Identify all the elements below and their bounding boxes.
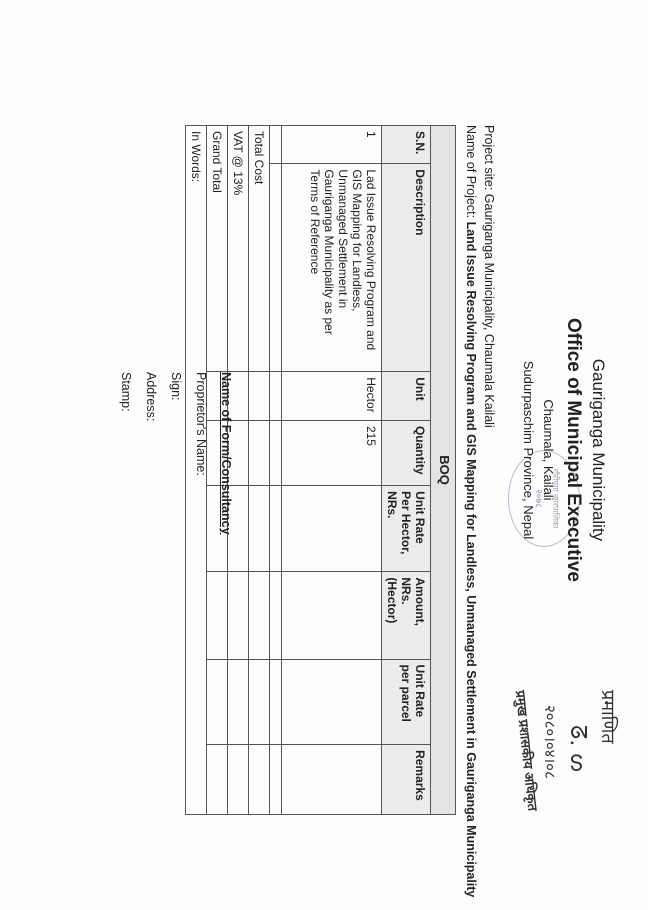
- project-site: [482, 125, 496, 428]
- project-name-value: Land Issue Resolving Program and GIS Mapping for Landless, Unmanaged Settlement in Gauriganga Municipality: [464, 221, 478, 898]
- cell-amount: [282, 572, 382, 659]
- total-cost-row: [249, 126, 270, 815]
- col-unit-rate: Unit Rate Per Hector, NRs.: [382, 486, 431, 572]
- firm-name-label: Name of Form/Consultancy: [219, 372, 233, 535]
- col-remarks: Remarks: [382, 745, 431, 815]
- cell-sn: 1: [282, 126, 382, 164]
- office-name: Office of Municipal Executive: [563, 318, 584, 582]
- col-quantity: Quantity: [382, 420, 431, 485]
- table-row: [282, 126, 382, 815]
- proprietor-label: Proprietor's Name:: [194, 372, 208, 476]
- project-site-value: Gauriganga Municipality, Chaumala Kailali: [482, 193, 496, 428]
- cell-unit-rate-parcel: [282, 659, 382, 745]
- col-unit: Unit: [382, 372, 431, 421]
- sign-label: Sign:: [169, 372, 183, 401]
- stamp-label: Stamp:: [119, 372, 133, 412]
- boq-header-row: [382, 126, 431, 815]
- cell-unit-rate: [282, 486, 382, 572]
- cell-description: Lad Issue Resolving Program and GIS Mapping for Landless, Unmanaged Settlement in Gauriganga Municipality as per Terms of Reference: [282, 164, 382, 372]
- spacer-row: [270, 126, 282, 815]
- total-cost-label: Total Cost: [249, 126, 270, 372]
- boq-title: BOQ: [431, 126, 456, 815]
- grand-total-label: Grand Total: [207, 126, 228, 372]
- seal-year: २०७८: [534, 489, 544, 508]
- col-unit-rate-parcel: Unit Rate per parcel: [382, 659, 431, 745]
- handwritten-signature: ᘔ. ᔕ: [565, 725, 590, 773]
- col-description: Description: [382, 164, 431, 372]
- office-address: Chaumala, Kailali: [541, 399, 556, 501]
- cell-unit: Hector: [282, 372, 382, 421]
- project-name-label: Name of Project:: [464, 125, 478, 219]
- col-amount: Amount, NRs. (Hector): [382, 572, 431, 659]
- municipality-name: Gauriganga Municipality: [589, 358, 608, 542]
- office-province: Sudurpaschim Province, Nepal: [521, 360, 536, 540]
- project-site-label: Project site:: [482, 125, 496, 191]
- municipality-seal: [508, 450, 580, 547]
- handwritten-date: २०८०।०४।०८: [541, 705, 559, 779]
- in-words-label: In Words:: [186, 126, 207, 815]
- official-designation-stamp: प्रमुख प्रशासकीय अधिकृत: [512, 689, 541, 812]
- col-sn: S.N.: [382, 126, 431, 164]
- address-label: Address:: [144, 372, 158, 422]
- seal-text: गौरीगंगा नगरपालिका: [551, 468, 560, 529]
- cell-quantity: 215: [282, 420, 382, 485]
- handwritten-approval: प्रमाणित: [597, 690, 618, 744]
- vat-label: VAT @ 13%: [228, 126, 249, 372]
- project-name: [464, 125, 478, 897]
- cell-remarks: [282, 745, 382, 815]
